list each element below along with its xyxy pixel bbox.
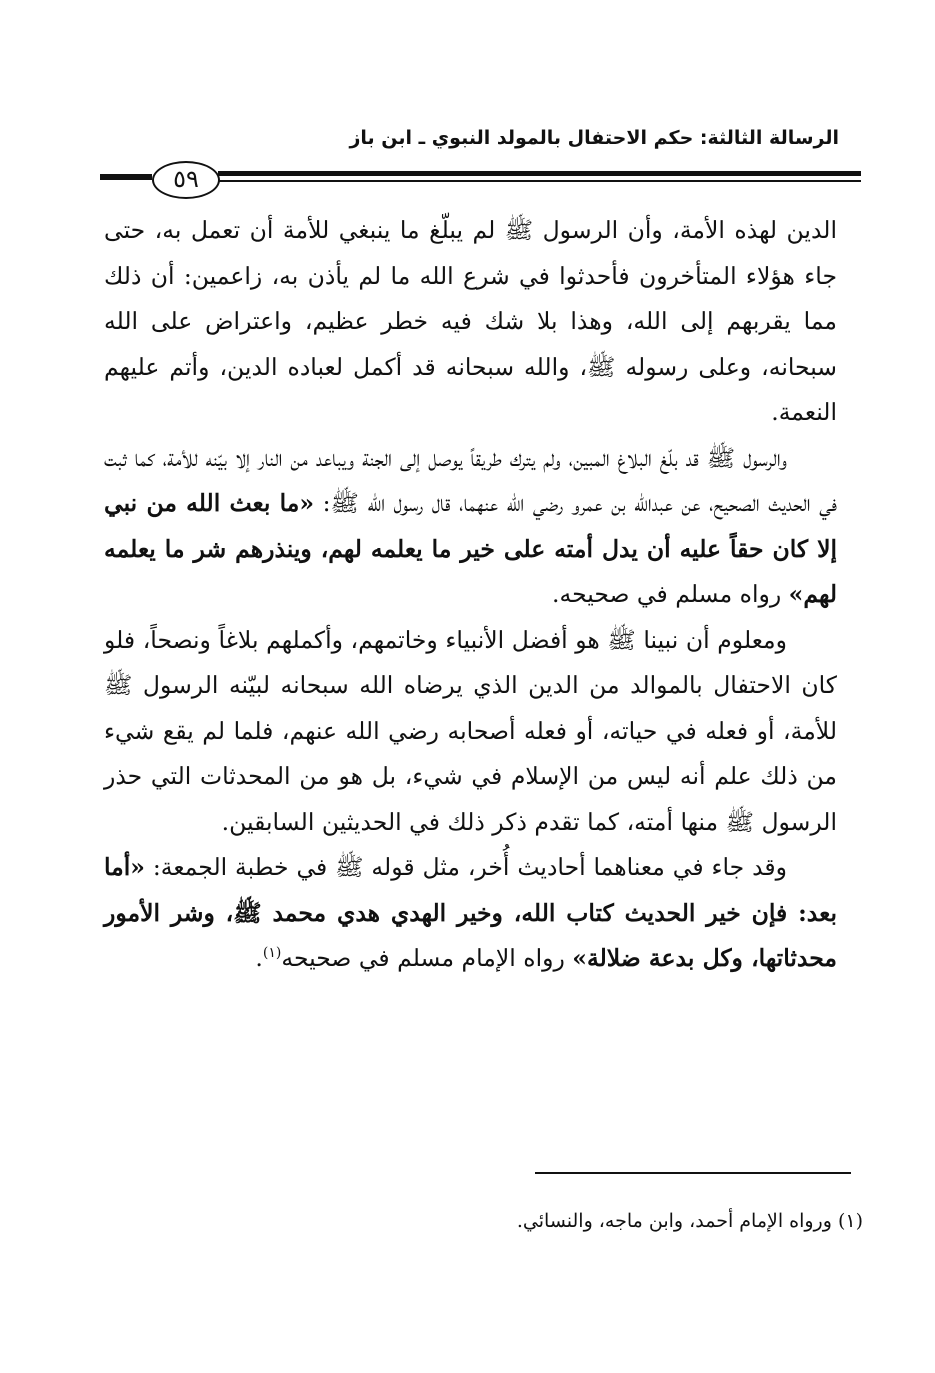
main-text [104, 208, 837, 982]
header-title: الرسالة الثالثة: حكم الاحتفال بالمولد النبوي ـ ابن باز [349, 127, 839, 149]
footnote-reference: (١) [262, 945, 282, 962]
header-rule-right-thin [218, 180, 861, 182]
header-rule-left [100, 174, 152, 180]
footnote-separator [535, 1172, 851, 1174]
paragraph-2 [104, 436, 837, 618]
hadith-quote-2: «أما بعد: فإن خير الحديث كتاب الله، وخير الهدي هدي محمد ﷺ، وشر الأمور محدثاتها، وكل بدعة ضلالة» [104, 853, 837, 972]
paragraph-1 [104, 208, 837, 436]
paragraph-3-text: ومعلوم أن نبينا ﷺ هو أفضل الأنبياء وخاتمهم، وأكملهم بلاغاً ونصحاً، فلو كان الاحتفال بالموالد من الدين الذي يرضاه الله سبحانه لبيّنه الرسول ﷺ للأمة، أو فعله في حياته، أو فعله أصحابه رضي الله عنهم، فلما لم يقع شيء من ذلك علم أنه ليس من الإسلام في شيء، بل هو من المحدثات التي حذر الرسول ﷺ منها أمته، كما تقدم ذكر ذلك في الحديثين السابقين. [104, 625, 837, 836]
paragraph-4 [104, 845, 837, 982]
paragraph-2-source: رواه مسلم في صحيحه. [552, 580, 789, 608]
hadith-quote-1: «ما بعث الله من نبي إلا كان حقاً عليه أن يدل أمته على خير ما يعلمه لهم، وينذرهم شر ما يعلمه لهم» [104, 489, 837, 608]
header-rule-right [218, 171, 861, 176]
paragraph-2-text: والرسول ﷺ قد بلّغ البلاغ المبين، ولم يترك طريقاً يوصل إلى الجنة ويباعد من النار إلا بيّنه للأمة، كما ثبت في الحديث الصحيح، عن عبدالله بن عمرو رضي الله عنهما، قال رسول الله ﷺ: [104, 443, 837, 517]
paragraph-3 [104, 618, 837, 846]
page-number-badge [152, 161, 220, 199]
paragraph-4-text: وقد جاء في معناهما أحاديث أُخر، مثل قوله ﷺ في خطبة الجمعة: [144, 853, 787, 881]
footnote: (١) ورواه الإمام أحمد، وابن ماجه، والنسائي. [516, 1210, 863, 1232]
page-number: ٥٩ [173, 165, 199, 193]
paragraph-1-text: الدين لهذه الأمة، وأن الرسول ﷺ لم يبلّغ ما ينبغي للأمة أن تعمل به، حتى جاء هؤلاء المتأخرون فأحدثوا في شرع الله ما لم يأذن به، زاعمين: أن ذلك مما يقربهم إلى الله، وهذا بلا شك فيه خطر عظيم، واعتراض على الله سبحانه، وعلى رسوله ﷺ، والله سبحانه قد أكمل لعباده الدين، وأتم عليهم النعمة. [104, 216, 837, 426]
paragraph-4-end: . [255, 944, 263, 972]
paragraph-4-source: رواه الإمام مسلم في صحيحه [281, 944, 573, 972]
